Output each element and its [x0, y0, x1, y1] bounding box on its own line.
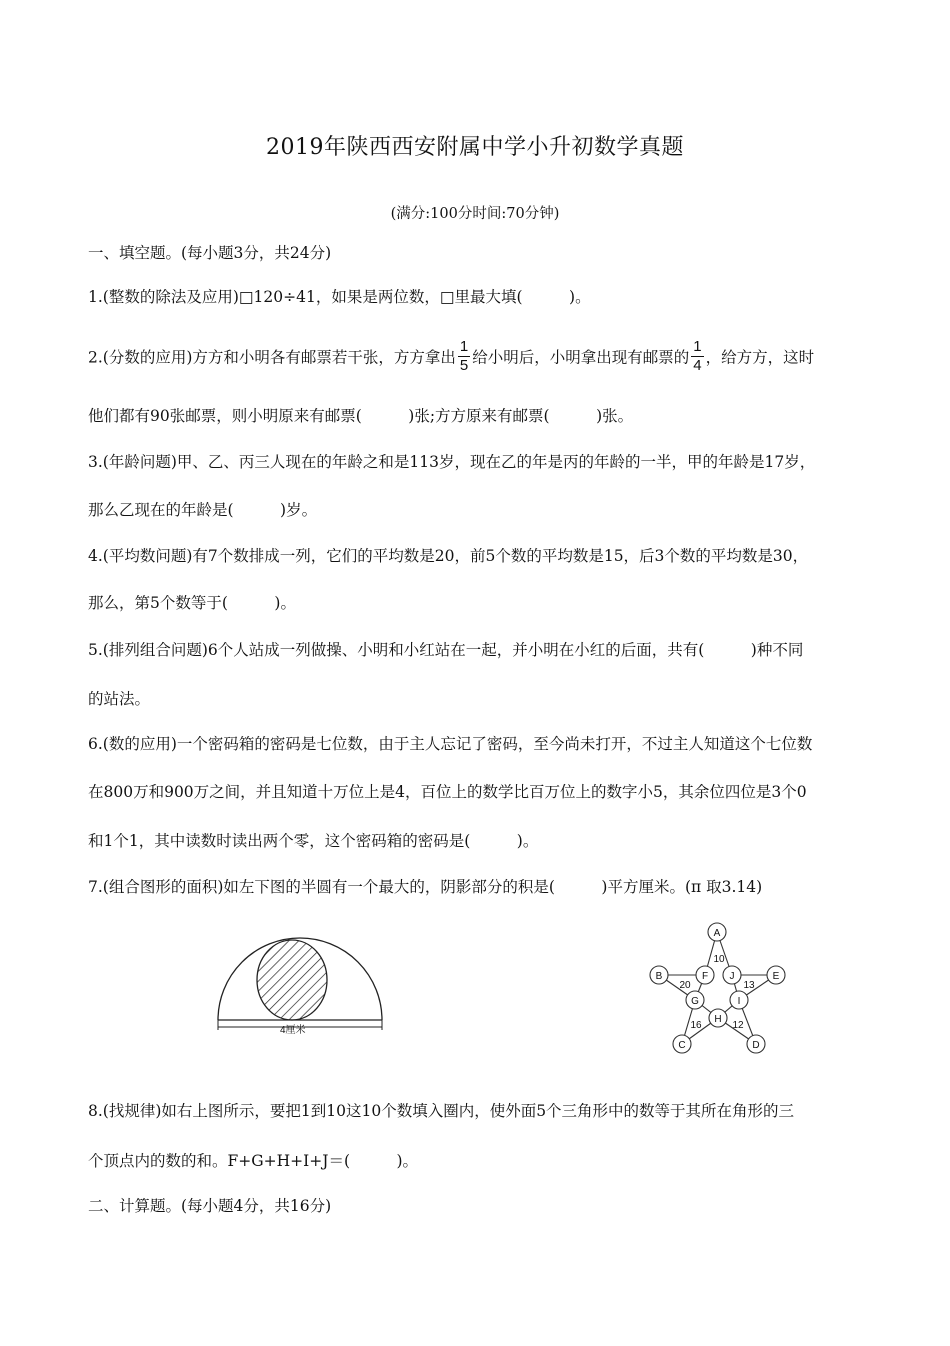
triangle-sum: 12 — [732, 1020, 744, 1031]
question-5-line-2: 的站法。 — [88, 690, 151, 708]
node-label: A — [713, 928, 721, 939]
node-label: E — [772, 971, 780, 982]
node-label: C — [678, 1040, 686, 1051]
question-2-line-1: 2.(分数的应用)方方和小明各有邮票若干张，方方拿出 $\frac{1}{5}$ 给小明后，小明拿出现有邮票的 $\frac{1}{4}$ ，给方方，这时 — [88, 338, 815, 374]
question-5-line-1: 5.(排列组合问题)6个人站成一列做操、小明和小红站在一起，并小明在小红的后面，共有( )种不同 — [88, 641, 804, 659]
fraction-one-quarter: $\frac{1}{4}$ — [693, 338, 702, 374]
section-1-heading: 一、填空题。(每小题3分，共24分) — [88, 244, 332, 262]
triangle-sum: 10 — [713, 954, 725, 965]
question-6-line-2: 在800万和900万之间，并且知道十万位上是4，百位上的数学比百万位上的数字小5，其余位四位是3个0 — [88, 783, 807, 801]
shaded-circle — [257, 940, 327, 1020]
semicircle-figure — [210, 930, 390, 1040]
node-label: B — [655, 971, 663, 982]
node-label: J — [729, 971, 735, 982]
node-label: F — [701, 971, 709, 982]
page-title: 2019年陕西西安附属中学小升初数学真题 — [266, 135, 684, 160]
question-3-line-1: 3.(年龄问题)甲、乙、丙三人现在的年龄之和是113岁，现在乙的年是丙的年龄的一半，甲的年龄是17岁， — [88, 453, 816, 471]
question-4-line-1: 4.(平均数问题)有7个数排成一列，它们的平均数是20，前5个数的平均数是15，后3个数的平均数是30， — [88, 547, 809, 565]
triangle-sum: 13 — [743, 980, 755, 991]
length-label: 4厘米 — [280, 1025, 306, 1036]
node-label: G — [691, 996, 699, 1007]
question-4-line-2: 那么，第5个数等于( )。 — [88, 594, 296, 612]
question-2-line-2: 他们都有90张邮票，则小明原来有邮票( )张;方方原来有邮票( )张。 — [88, 407, 634, 425]
triangle-sum: 16 — [690, 1020, 702, 1031]
question-8-line-1: 8.(找规律)如右上图所示，要把1到10这10个数填入圈内，使外面5个三角形中的数等于其所在角形的三 — [88, 1102, 795, 1120]
node-label: I — [737, 996, 741, 1007]
node-label: H — [714, 1014, 722, 1025]
section-2-heading: 二、计算题。(每小题4分，共16分) — [88, 1197, 332, 1215]
fraction-one-fifth: $\frac{1}{5}$ — [459, 338, 469, 374]
node-label: D — [752, 1040, 760, 1051]
question-1: 1.(整数的除法及应用)□120÷41，如果是两位数，□里最大填( )。 — [88, 288, 591, 306]
question-6-line-3: 和1个1，其中读数时读出两个零，这个密码箱的密码是( )。 — [88, 832, 539, 850]
triangle-sum: 20 — [679, 980, 691, 991]
question-6-line-1: 6.(数的应用)一个密码箱的密码是七位数，由于主人忘记了密码，至今尚未打开，不过主人知道这个七位数 — [88, 735, 813, 753]
pentagram-figure — [640, 918, 800, 1063]
question-8-line-2: 个顶点内的数的和。F+G+H+I+J＝( )。 — [88, 1152, 419, 1170]
question-3-line-2: 那么乙现在的年龄是( )岁。 — [88, 501, 318, 519]
question-7: 7.(组合图形的面积)如左下图的半圆有一个最大的，阴影部分的积是( )平方厘米。(π 取3.14) — [88, 878, 763, 896]
score-time-note: (满分:100分时间:70分钟) — [390, 206, 560, 222]
